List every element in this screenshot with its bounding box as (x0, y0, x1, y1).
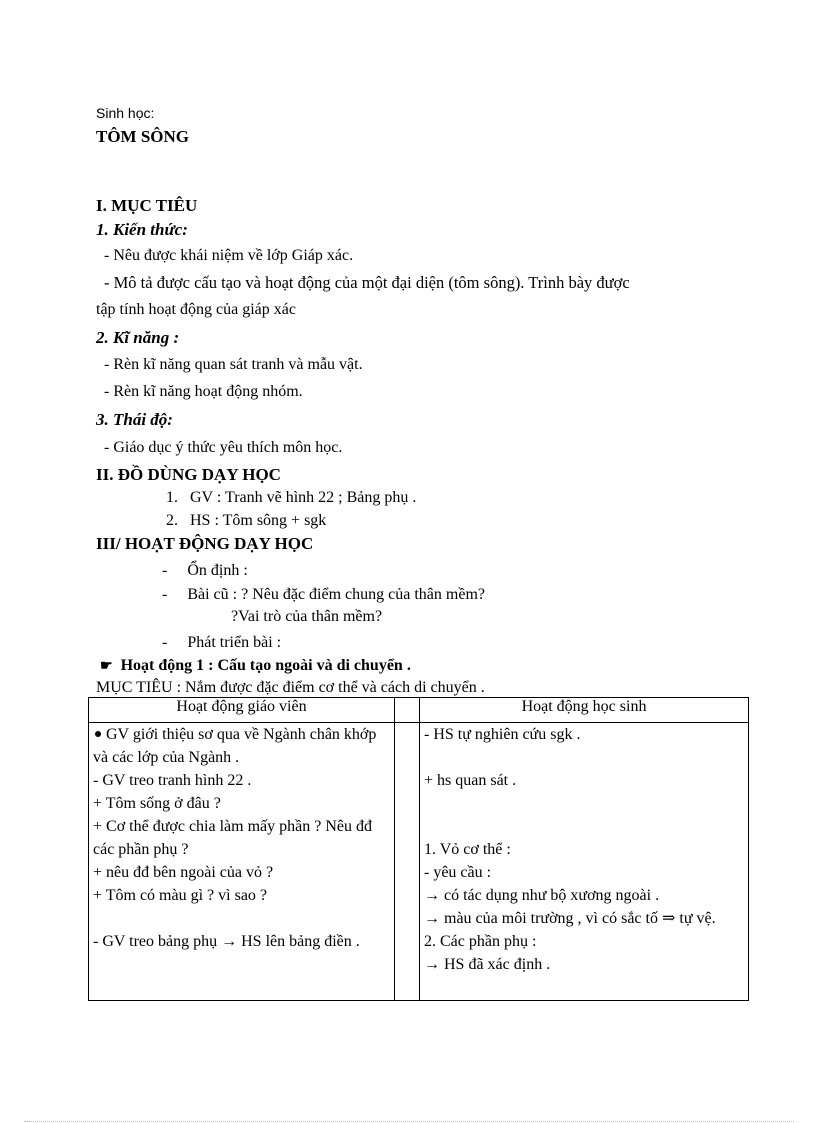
student-activities-cell (420, 723, 749, 1001)
activity-heading: ☛ Hoạt động 1 : Cấu tạo ngoài và di chuyển . (100, 656, 411, 677)
student-line: 1. Vỏ cơ thể : (424, 841, 511, 858)
student-line: 2. Các phần phụ : (424, 933, 537, 950)
step-text: Ổn định : (187, 562, 248, 579)
knowledge-item: - Nêu được khái niệm về lớp Giáp xác. (104, 247, 354, 264)
student-line: - HS tự nghiên cứu sgk . (424, 726, 581, 743)
skills-item: - Rèn kĩ năng quan sát tranh và mẫu vật. (104, 356, 363, 373)
teacher-line: + Cơ thể được chia làm mấy phần ? Nêu đđ các phần phụ ? (93, 818, 372, 858)
knowledge-heading: 1. Kiến thức: (96, 220, 188, 239)
materials-item (166, 488, 416, 508)
page-bottom-divider (24, 1121, 794, 1122)
page-title: TÔM SÔNG (96, 127, 190, 146)
step-text: Bài cũ : ? Nêu đặc điểm chung của thân mềm? (187, 586, 485, 603)
teacher-line: - GV treo bảng phụ → HS lên bảng điền . (93, 933, 360, 950)
student-line: → HS đã xác định . (424, 956, 551, 973)
spacer-cell (395, 723, 420, 1001)
bullet-icon (95, 731, 101, 737)
pointing-hand-icon: ☛ (100, 659, 113, 674)
knowledge-item: - Mô tả được cấu tạo và hoạt động của một đại diện (tôm sông). Trình bày được (104, 273, 630, 292)
section-objectives-heading: I. MỤC TIÊU (96, 196, 198, 215)
step-dash: - (162, 634, 168, 651)
knowledge-item: tập tính hoạt động của giáp xác (96, 301, 296, 318)
activity-step (162, 585, 485, 605)
teacher-line: + Tôm sống ở đâu ? (93, 795, 221, 812)
activity-step (162, 633, 281, 653)
student-line: → có tác dụng như bộ xương ngoài . (424, 887, 660, 904)
step-dash: - (162, 562, 168, 579)
student-line-blank (424, 746, 744, 769)
student-column-header: Hoạt động học sinh (420, 698, 749, 723)
activity-goal: MỤC TIÊU : Nắm được đặc điểm cơ thể và cách di chuyển . (96, 679, 485, 696)
materials-item-number: 1. (166, 489, 178, 506)
teacher-line: - GV treo tranh hình 22 . (93, 772, 252, 789)
teacher-line: GV giới thiệu sơ qua về Ngành chân khớp và các lớp của Ngành . (93, 726, 377, 766)
spacer-column-header (395, 698, 420, 723)
teacher-activities-cell (89, 723, 395, 1001)
step-text: Phát triển bài : (187, 634, 282, 651)
teacher-line: + Tôm có màu gì ? vì sao ? (93, 887, 268, 904)
student-line: - yêu cầu : (424, 864, 492, 881)
activity-table (88, 697, 749, 1001)
attitude-item: - Giáo dục ý thức yêu thích môn học. (104, 439, 343, 456)
section-materials-heading: II. ĐỒ DÙNG DẠY HỌC (96, 465, 281, 484)
student-line: + hs quan sát . (424, 772, 517, 789)
skills-heading: 2. Kĩ năng : (96, 328, 180, 347)
student-line: → màu của môi trường , vì có sắc tố ⇒ tự vệ. (424, 910, 716, 927)
activity-step-continued: ?Vai trò của thân mềm? (231, 608, 383, 625)
teacher-line-blank (93, 907, 390, 930)
activity-step (162, 561, 248, 581)
materials-item-text: GV : Tranh vẽ hình 22 ; Bảng phụ . (190, 489, 417, 506)
subject-label: Sinh học: (96, 105, 155, 121)
attitude-heading: 3. Thái độ: (96, 410, 173, 429)
student-line-blank (424, 792, 744, 815)
teacher-line: + nêu đđ bên ngoài của vỏ ? (93, 864, 274, 881)
skills-item: - Rèn kĩ năng hoạt động nhóm. (104, 383, 303, 400)
materials-item-number: 2. (166, 512, 178, 529)
section-activities-heading: III/ HOẠT ĐỘNG DẠY HỌC (96, 534, 314, 553)
materials-item-text: HS : Tôm sông + sgk (190, 512, 327, 529)
teacher-column-header: Hoạt động giáo viên (89, 698, 395, 723)
materials-item (166, 511, 326, 531)
student-line-blank (424, 815, 744, 838)
step-dash: - (162, 586, 168, 603)
